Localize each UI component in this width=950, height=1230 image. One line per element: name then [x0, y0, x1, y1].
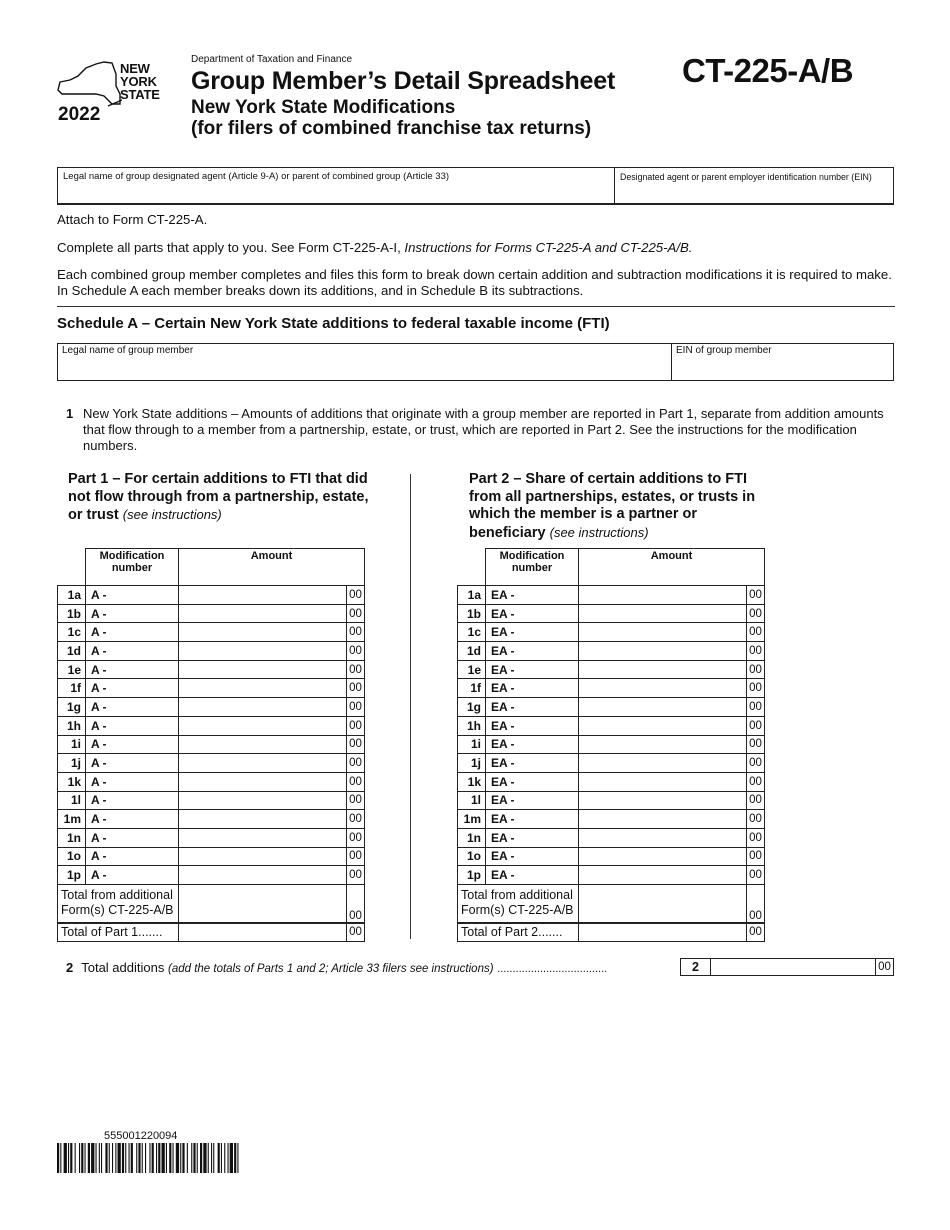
part-1-amount-header: Amount	[179, 549, 365, 586]
amount-cents: 00	[347, 698, 365, 717]
line-number: 1n	[58, 828, 86, 847]
barcode-bar	[136, 1143, 137, 1173]
barcode-bar	[228, 1143, 229, 1173]
agent-name-field[interactable]	[57, 167, 615, 205]
amount-field[interactable]	[179, 698, 347, 717]
amount-cents: 00	[347, 642, 365, 661]
line-number: 1o	[458, 847, 486, 866]
table-row	[58, 754, 365, 773]
table-row	[58, 660, 365, 679]
table-row	[458, 772, 765, 791]
total-additional-row	[458, 885, 765, 923]
line-number: 1c	[458, 623, 486, 642]
amount-cents: 00	[747, 604, 765, 623]
schedule-a-title: Schedule A – Certain New York State additions to federal taxable income (FTI)	[57, 315, 610, 332]
barcode-bar	[79, 1143, 80, 1173]
barcode-bar	[156, 1143, 157, 1173]
agent-name-label: Legal name of group designated agent (Article 9-A) or parent of combined group (Article 33)	[63, 171, 450, 182]
modification-number-field[interactable]: EA -	[486, 735, 579, 754]
amount-field[interactable]	[579, 735, 747, 754]
amount-cents: 00	[347, 772, 365, 791]
barcode-icon	[57, 1143, 239, 1173]
table-row	[458, 660, 765, 679]
amount-field[interactable]	[179, 642, 347, 661]
table-row	[458, 810, 765, 829]
barcode-bar	[162, 1143, 165, 1173]
table-row	[58, 586, 365, 605]
amount-cents: 00	[347, 828, 365, 847]
amount-field[interactable]	[579, 679, 747, 698]
barcode-bar	[81, 1143, 83, 1173]
barcode-bar	[176, 1143, 179, 1173]
amount-field[interactable]	[179, 791, 347, 810]
line-number: 1g	[458, 698, 486, 717]
amount-cents: 00	[347, 604, 365, 623]
barcode-bar	[99, 1143, 100, 1173]
modification-number-field[interactable]: A -	[86, 660, 179, 679]
member-ein-field[interactable]	[671, 343, 894, 381]
barcode-bar	[109, 1143, 110, 1173]
amount-cents: 00	[747, 660, 765, 679]
member-name-field[interactable]	[57, 343, 672, 381]
amount-cents: 00	[747, 679, 765, 698]
amount-cents: 00	[347, 679, 365, 698]
amount-field[interactable]	[179, 679, 347, 698]
line-2-cents: 00	[875, 959, 893, 975]
line-number: 1d	[58, 642, 86, 661]
form-number: CT-225-A/B	[682, 52, 854, 89]
table-row	[458, 735, 765, 754]
line-number: 1j	[458, 754, 486, 773]
line-2-label: Total additions	[81, 960, 165, 975]
amount-field[interactable]	[579, 604, 747, 623]
barcode-bar	[211, 1143, 212, 1173]
barcode-bar	[182, 1143, 184, 1173]
barcode-bar	[221, 1143, 222, 1173]
amount-cents: 00	[747, 866, 765, 885]
amount-cents: 00	[747, 735, 765, 754]
barcode-bar	[122, 1143, 124, 1173]
total-additional-amount-field[interactable]	[579, 885, 747, 923]
line-number: 1d	[458, 642, 486, 661]
table-row	[458, 754, 765, 773]
barcode-bar	[230, 1143, 233, 1173]
table-row	[58, 791, 365, 810]
line-number: 1l	[58, 791, 86, 810]
part-1-mod-header: Modification number	[86, 549, 179, 586]
barcode-bar	[85, 1143, 86, 1173]
modification-number-field[interactable]: A -	[86, 828, 179, 847]
barcode-bar	[60, 1143, 61, 1173]
modification-number-field[interactable]: EA -	[486, 623, 579, 642]
amount-field[interactable]	[179, 828, 347, 847]
line-number: 1f	[458, 679, 486, 698]
modification-number-field[interactable]: A -	[86, 810, 179, 829]
table-row	[458, 698, 765, 717]
page-title: Group Member’s Detail Spreadsheet	[191, 67, 616, 95]
modification-number-field[interactable]: A -	[86, 791, 179, 810]
nys-logo	[56, 56, 176, 128]
line-number: 1p	[58, 866, 86, 885]
line-number: 1k	[58, 772, 86, 791]
part-total-amount-field[interactable]	[579, 923, 747, 942]
amount-cents: 00	[747, 810, 765, 829]
complete-instruction: Complete all parts that apply to you. See Form CT-225-A-I, Instructions for Forms CT-225-A and CT-225-A/B.	[57, 240, 693, 255]
barcode-bar	[91, 1143, 94, 1173]
amount-cents: 00	[747, 923, 765, 942]
line-number: 1h	[58, 716, 86, 735]
barcode-bar	[101, 1143, 102, 1173]
barcode-bar	[131, 1143, 133, 1173]
barcode-number: 555001220094	[104, 1130, 178, 1142]
barcode-bar	[125, 1143, 126, 1173]
amount-field[interactable]	[179, 660, 347, 679]
part-total-amount-field[interactable]	[179, 923, 347, 942]
amount-field[interactable]	[179, 754, 347, 773]
barcode-bar	[64, 1143, 67, 1173]
modification-number-field[interactable]: A -	[86, 586, 179, 605]
amount-cents: 00	[347, 847, 365, 866]
part-total-label: Total of Part 2.......	[458, 923, 579, 942]
barcode-bar	[142, 1143, 143, 1173]
amount-cents: 00	[347, 885, 365, 923]
part-2-heading: Part 2 – Share of certain additions to FTI from all partnerships, estates, or trusts in which the member is a partner or beneficiary (see instructions)	[469, 471, 756, 541]
attach-instruction: Attach to Form CT-225-A.	[57, 212, 208, 227]
modification-number-field[interactable]: EA -	[486, 810, 579, 829]
barcode-bar	[224, 1143, 225, 1173]
table-row	[458, 623, 765, 642]
total-additional-label: Total from additional Form(s) CT-225-A/B	[58, 885, 179, 923]
line-number: 1m	[458, 810, 486, 829]
table-row	[58, 828, 365, 847]
amount-cents: 00	[347, 791, 365, 810]
amount-cents: 00	[747, 754, 765, 773]
modification-number-field[interactable]: A -	[86, 623, 179, 642]
line-number: 1j	[58, 754, 86, 773]
amount-field[interactable]	[579, 660, 747, 679]
barcode-bar	[96, 1143, 97, 1173]
table-row	[458, 791, 765, 810]
line-1-number: 1	[66, 406, 74, 421]
amount-cents: 00	[347, 810, 365, 829]
state-logo-text: NEW YORK STATE	[120, 61, 160, 102]
amount-cents: 00	[747, 698, 765, 717]
total-additional-amount-field[interactable]	[179, 885, 347, 923]
part-2-amount-header: Amount	[579, 549, 765, 586]
barcode-bar	[115, 1143, 116, 1173]
barcode-bar	[191, 1143, 192, 1173]
amount-field[interactable]	[579, 828, 747, 847]
modification-number-field[interactable]: A -	[86, 604, 179, 623]
amount-cents: 00	[347, 623, 365, 642]
modification-number-field[interactable]: A -	[86, 735, 179, 754]
table-row	[58, 866, 365, 885]
barcode-bar	[68, 1143, 69, 1173]
amount-field[interactable]	[579, 754, 747, 773]
amount-field[interactable]	[179, 772, 347, 791]
line-number: 1a	[458, 586, 486, 605]
table-row	[58, 642, 365, 661]
amount-cents: 00	[747, 791, 765, 810]
modification-number-field[interactable]: EA -	[486, 847, 579, 866]
amount-field[interactable]	[179, 866, 347, 885]
modification-number-field[interactable]: A -	[86, 716, 179, 735]
line-2-box-number: 2	[681, 959, 711, 975]
line-number: 1f	[58, 679, 86, 698]
line-number: 1o	[58, 847, 86, 866]
line-2	[66, 960, 607, 975]
barcode-bar	[166, 1143, 167, 1173]
barcode-bar	[75, 1143, 76, 1173]
modification-number-field[interactable]: EA -	[486, 698, 579, 717]
table-row	[458, 642, 765, 661]
line-number: 1p	[458, 866, 486, 885]
barcode-bar	[57, 1143, 59, 1173]
table-row	[58, 679, 365, 698]
part-total-label: Total of Part 1.......	[58, 923, 179, 942]
barcode-bar	[70, 1143, 72, 1173]
line-2-leader: ....................................	[497, 963, 608, 975]
table-row	[458, 828, 765, 847]
table-row	[458, 604, 765, 623]
barcode-bar	[88, 1143, 90, 1173]
member-instruction: Each combined group member completes and files this form to break down certain addition and subtraction modifications it is required to make. In Schedule A each member breaks down its additions, and in Schedule B its subtractions.	[57, 267, 892, 298]
amount-cents: 00	[347, 735, 365, 754]
modification-number-field[interactable]: EA -	[486, 604, 579, 623]
line-number: 1e	[58, 660, 86, 679]
modification-number-field[interactable]: EA -	[486, 828, 579, 847]
line-number: 1b	[58, 604, 86, 623]
barcode-bar	[158, 1143, 160, 1173]
page-subtitle-2: (for filers of combined franchise tax returns)	[191, 118, 592, 139]
amount-field[interactable]	[179, 716, 347, 735]
amount-field[interactable]	[579, 791, 747, 810]
table-row	[58, 810, 365, 829]
section-divider	[57, 306, 895, 307]
modification-number-field[interactable]: EA -	[486, 642, 579, 661]
modification-number-field[interactable]: EA -	[486, 716, 579, 735]
part-1-table	[57, 548, 365, 942]
amount-cents: 00	[747, 847, 765, 866]
barcode-bar	[237, 1143, 238, 1173]
modification-number-field[interactable]: A -	[86, 866, 179, 885]
modification-number-field[interactable]: EA -	[486, 791, 579, 810]
amount-cents: 00	[747, 642, 765, 661]
amount-cents: 00	[347, 660, 365, 679]
barcode-bar	[208, 1143, 209, 1173]
modification-number-field[interactable]: A -	[86, 642, 179, 661]
amount-field[interactable]	[179, 810, 347, 829]
amount-field[interactable]	[579, 847, 747, 866]
state-outline-icon	[56, 60, 122, 110]
line-2-note: (add the totals of Parts 1 and 2; Article 33 filers see instructions)	[167, 963, 494, 975]
modification-number-field[interactable]: A -	[86, 698, 179, 717]
barcode-bar	[213, 1143, 214, 1173]
barcode-bar	[105, 1143, 107, 1173]
amount-field[interactable]	[579, 586, 747, 605]
modification-number-field[interactable]: EA -	[486, 586, 579, 605]
table-row	[458, 847, 765, 866]
amount-cents: 00	[347, 866, 365, 885]
modification-number-field[interactable]: A -	[86, 847, 179, 866]
amount-field[interactable]	[179, 623, 347, 642]
line-number: 1m	[58, 810, 86, 829]
line-number: 1b	[458, 604, 486, 623]
barcode-bar	[197, 1143, 198, 1173]
line-number: 1k	[458, 772, 486, 791]
table-row	[458, 866, 765, 885]
modification-number-field[interactable]: EA -	[486, 679, 579, 698]
line-number: 1c	[58, 623, 86, 642]
amount-cents: 00	[747, 623, 765, 642]
table-row	[458, 716, 765, 735]
page-subtitle-1: New York State Modifications	[191, 97, 456, 118]
barcode-bar	[200, 1143, 202, 1173]
barcode-bar	[152, 1143, 154, 1173]
amount-field[interactable]	[579, 642, 747, 661]
amount-cents: 00	[747, 716, 765, 735]
barcode-bar	[169, 1143, 171, 1173]
table-row	[58, 847, 365, 866]
amount-field[interactable]	[579, 810, 747, 829]
agent-ein-label: Designated agent or parent employer identification number (EIN)	[620, 172, 872, 182]
line-number: 1i	[458, 735, 486, 754]
total-additional-row	[58, 885, 365, 923]
barcode-bar	[112, 1143, 113, 1173]
line-number: 1g	[58, 698, 86, 717]
parts-divider	[410, 474, 411, 939]
amount-cents: 00	[747, 885, 765, 923]
table-row	[58, 772, 365, 791]
agent-ein-field[interactable]	[614, 167, 894, 205]
amount-field[interactable]	[579, 866, 747, 885]
barcode-bar	[145, 1143, 146, 1173]
department-name: Department of Taxation and Finance	[191, 54, 353, 65]
part-2-mod-header: Modification number	[486, 549, 579, 586]
barcode-bar	[218, 1143, 220, 1173]
amount-cents: 00	[347, 716, 365, 735]
table-row	[458, 586, 765, 605]
member-name-label: Legal name of group member	[62, 345, 194, 356]
modification-number-field[interactable]: A -	[86, 754, 179, 773]
line-number: 1h	[458, 716, 486, 735]
line-number: 1e	[458, 660, 486, 679]
amount-field[interactable]	[179, 735, 347, 754]
amount-field[interactable]	[579, 716, 747, 735]
modification-number-field[interactable]: EA -	[486, 866, 579, 885]
amount-field[interactable]	[579, 772, 747, 791]
barcode-bar	[193, 1143, 195, 1173]
part-1-heading: Part 1 – For certain additions to FTI that did not flow through from a partnership, estate, or trust (see instructions)	[68, 471, 369, 523]
table-row	[58, 604, 365, 623]
line-number: 1a	[58, 586, 86, 605]
barcode-bar	[203, 1143, 206, 1173]
barcode-bar	[173, 1143, 174, 1173]
table-row	[58, 716, 365, 735]
part-total-row	[58, 923, 365, 942]
amount-cents: 00	[347, 754, 365, 773]
line-1-text: New York State additions – Amounts of additions that originate with a group member are reported in Part 1, separate from addition amounts that flow through to a member from a partnership, estate, or trust, which are reported in Part 2. See the instructions for the modification numbers.	[83, 406, 884, 453]
table-row	[58, 698, 365, 717]
line-number: 1l	[458, 791, 486, 810]
barcode-bar	[187, 1143, 188, 1173]
modification-number-field[interactable]: A -	[86, 679, 179, 698]
barcode-bar	[180, 1143, 181, 1173]
barcode-bar	[138, 1143, 140, 1173]
total-additions-field[interactable]	[680, 958, 894, 976]
amount-cents: 00	[747, 772, 765, 791]
part-2-table	[457, 548, 765, 942]
line-number: 1n	[458, 828, 486, 847]
modification-number-field[interactable]: EA -	[486, 772, 579, 791]
modification-number-field[interactable]: EA -	[486, 754, 579, 773]
modification-number-field[interactable]: A -	[86, 772, 179, 791]
table-row	[58, 735, 365, 754]
modification-number-field[interactable]: EA -	[486, 660, 579, 679]
form-year: 2022	[58, 104, 101, 125]
amount-cents: 00	[747, 828, 765, 847]
amount-field[interactable]	[179, 604, 347, 623]
total-additional-label: Total from additional Form(s) CT-225-A/B	[458, 885, 579, 923]
table-row	[58, 623, 365, 642]
amount-field[interactable]	[579, 623, 747, 642]
line-number: 1i	[58, 735, 86, 754]
line-2-number: 2	[66, 960, 74, 975]
amount-cents: 00	[347, 586, 365, 605]
amount-cents: 00	[747, 586, 765, 605]
table-row	[458, 679, 765, 698]
amount-field[interactable]	[179, 586, 347, 605]
barcode-bar	[129, 1143, 130, 1173]
part-total-row	[458, 923, 765, 942]
barcode-bar	[234, 1143, 236, 1173]
barcode-bar	[149, 1143, 150, 1173]
member-ein-label: EIN of group member	[676, 345, 772, 356]
barcode-bar	[118, 1143, 121, 1173]
amount-cents: 00	[347, 923, 365, 942]
amount-field[interactable]	[179, 847, 347, 866]
amount-field[interactable]	[579, 698, 747, 717]
